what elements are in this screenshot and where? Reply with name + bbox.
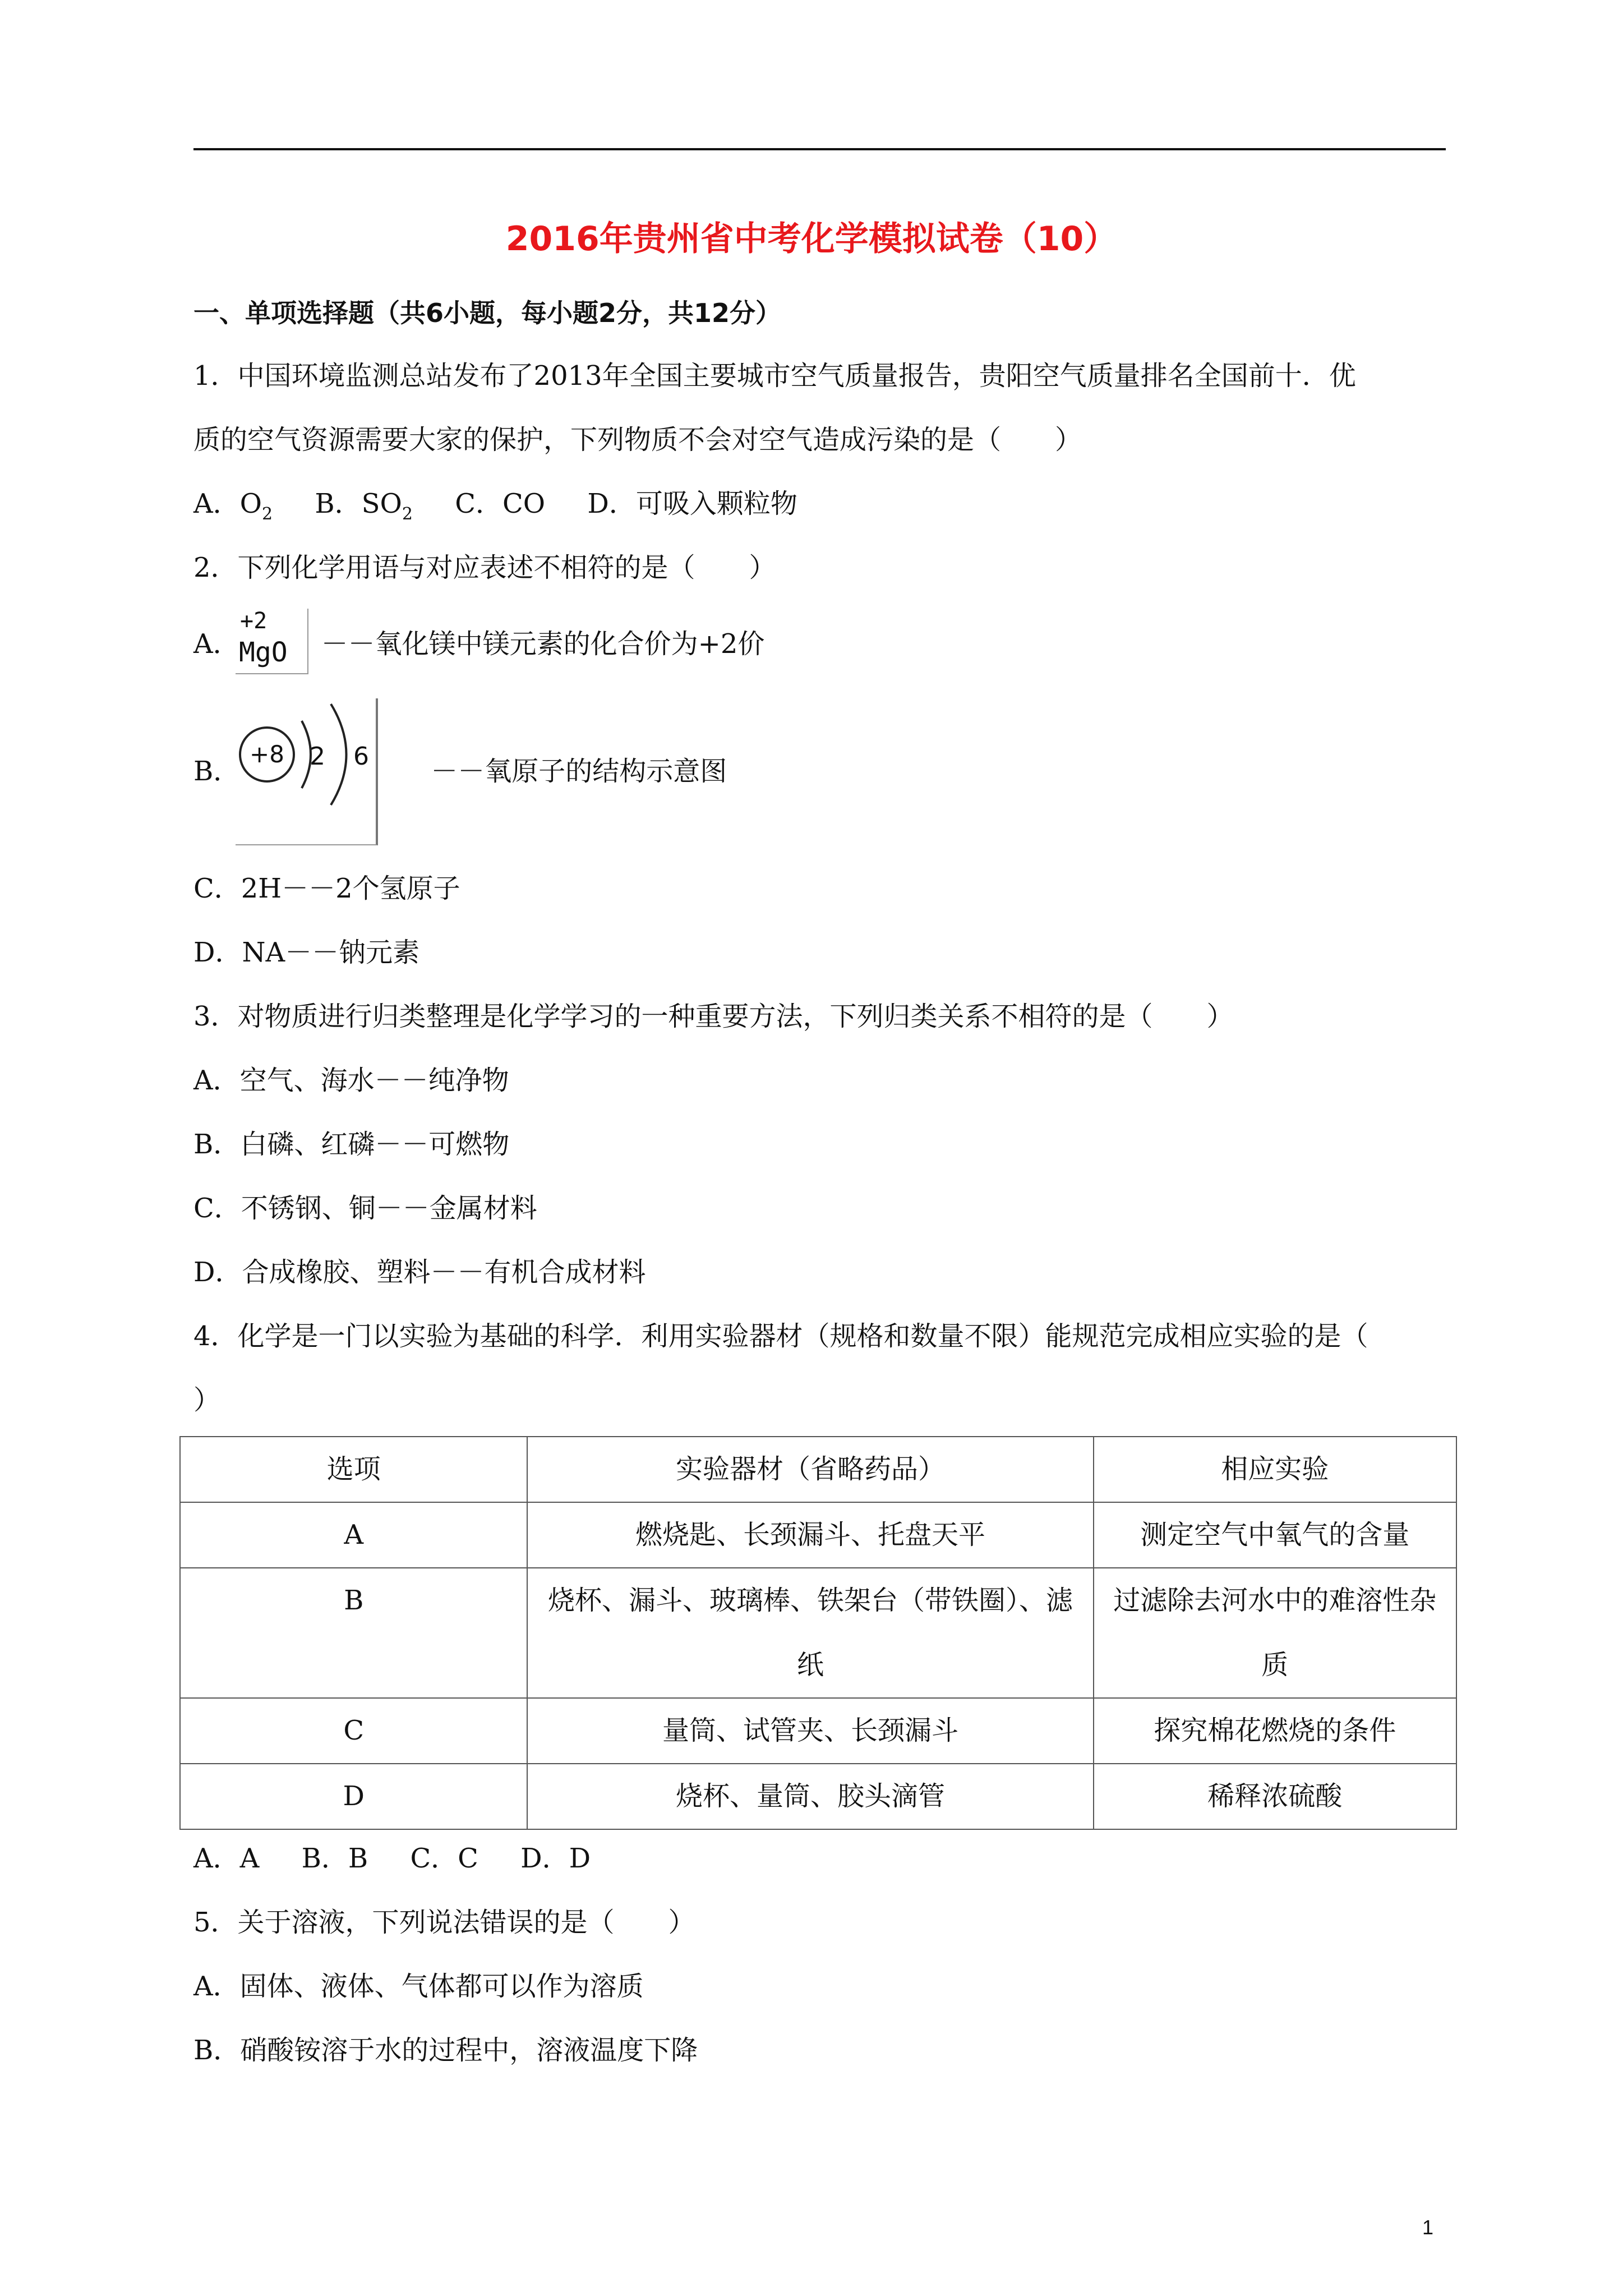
question-5-option-a: A．固体、液体、气体都可以作为溶质 <box>193 1971 644 2002</box>
table-cell: A <box>180 1502 527 1568</box>
question-4-line-2: ） <box>193 1384 221 1416</box>
table-header-cell: 实验器材（省略药品） <box>527 1437 1093 1502</box>
shell-1-electrons: 2 <box>310 742 325 771</box>
table-cell: C <box>180 1698 527 1764</box>
question-2-option-c: C．2H－－2个氢原子 <box>193 873 460 904</box>
question-2-stem: 2．下列化学用语与对应表述不相符的是（ ） <box>193 552 776 583</box>
question-3-stem: 3．对物质进行归类整理是化学学习的一种重要方法，下列归类关系不相符的是（ ） <box>193 1001 1234 1032</box>
question-4-line-1: 4．化学是一门以实验为基础的科学．利用实验器材（规格和数量不限）能规范完成相应实验的是（ <box>193 1320 1368 1352</box>
table-header-row <box>180 1437 1456 1502</box>
table-cell: 燃烧匙、长颈漏斗、托盘天平 <box>527 1502 1093 1568</box>
option-c: C．C <box>410 1843 478 1874</box>
table-cell: 烧杯、漏斗、玻璃棒、铁架台（带铁圈）、滤纸 <box>527 1568 1093 1698</box>
table-cell: 测定空气中氧气的含量 <box>1094 1502 1456 1568</box>
section-heading: 一、单项选择题（共6小题，每小题2分，共12分） <box>193 298 782 328</box>
question-5-stem: 5．关于溶液，下列说法错误的是（ ） <box>193 1907 695 1938</box>
question-3-option-d: D．合成橡胶、塑料－－有机合成材料 <box>193 1257 646 1288</box>
option-b: B．$SO_2$ <box>315 488 413 524</box>
table-cell: D <box>180 1764 527 1829</box>
header-rule <box>193 148 1446 150</box>
question-2-option-b: B． －－氧原子的结构示意图 <box>193 756 727 787</box>
nucleus-charge: +8 <box>250 740 284 768</box>
option-d: D．可吸入颗粒物 <box>587 488 797 519</box>
option-b: B．B <box>301 1843 368 1874</box>
oxygen-atom-structure-figure <box>236 698 378 845</box>
table-row <box>180 1764 1456 1829</box>
question-4-options <box>193 1842 624 1875</box>
question-1-line-2: 质的空气资源需要大家的保护，下列物质不会对空气造成污染的是（ ） <box>193 424 1082 455</box>
atom-shells-drawing <box>236 698 376 844</box>
question-3-option-a: A．空气、海水－－纯净物 <box>193 1065 509 1096</box>
table-cell: 过滤除去河水中的难溶性杂质 <box>1094 1568 1456 1698</box>
option-d: D．D <box>520 1843 591 1874</box>
question-1-line-1: 1．中国环境监测总站发布了2013年全国主要城市空气质量报告，贵阳空气质量排名全国前十．优 <box>193 360 1356 392</box>
question-1-options <box>193 487 831 531</box>
table-cell: 稀释浓硫酸 <box>1094 1764 1456 1829</box>
table-cell: 烧杯、量筒、胶头滴管 <box>527 1764 1093 1829</box>
page-title: 2016年贵州省中考化学模拟试卷（10） <box>505 219 1118 259</box>
table-cell: B <box>180 1568 527 1698</box>
option-c: C．CO <box>455 488 546 519</box>
shell-2-electrons: 6 <box>353 742 369 771</box>
mgo-valence-figure: +2 MgO <box>236 609 308 674</box>
table-header-cell: 选项 <box>180 1437 527 1502</box>
table-row <box>180 1502 1456 1568</box>
table-cell: 探究棉花燃烧的条件 <box>1094 1698 1456 1764</box>
experiment-table <box>179 1436 1457 1830</box>
option-a: A．$O_2$ <box>193 488 273 524</box>
question-2-option-a: A． －－氧化镁中镁元素的化合价为+2价 <box>193 628 765 660</box>
question-3-option-b: B．白磷、红磷－－可燃物 <box>193 1129 510 1160</box>
page-number: 1 <box>1422 2216 1434 2239</box>
table-header-cell: 相应实验 <box>1094 1437 1456 1502</box>
question-5-option-b: B．硝酸铵溶于水的过程中，溶液温度下降 <box>193 2035 698 2066</box>
question-2-option-d: D．NA－－钠元素 <box>193 937 420 968</box>
table-row <box>180 1698 1456 1764</box>
option-a: A．A <box>193 1843 260 1874</box>
table-cell: 量筒、试管夹、长颈漏斗 <box>527 1698 1093 1764</box>
table-row <box>180 1568 1456 1698</box>
question-3-option-c: C．不锈钢、铜－－金属材料 <box>193 1193 537 1224</box>
